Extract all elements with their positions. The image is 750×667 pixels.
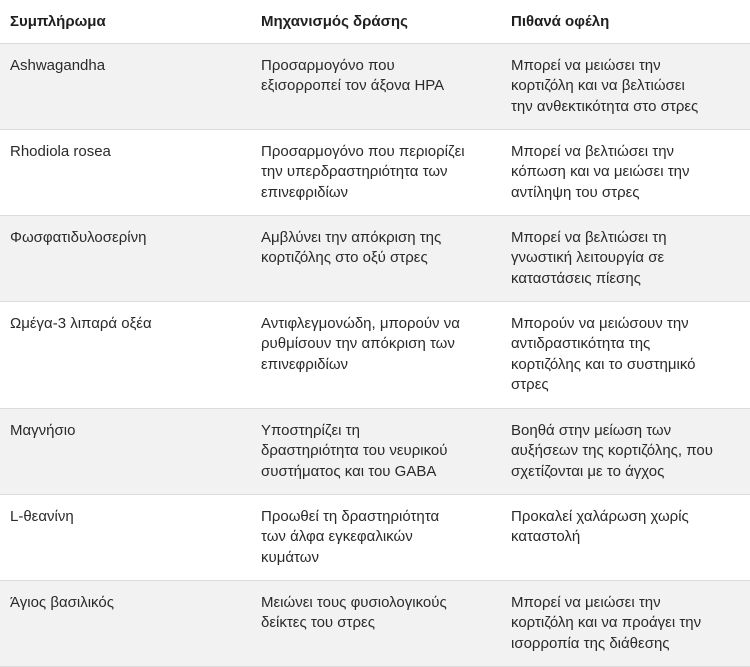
header-supplement: Συμπλήρωμα (0, 0, 251, 43)
cell-supplement: L-θεανίνη (10, 507, 74, 525)
cell-supplement: Rhodiola rosea (10, 142, 111, 160)
table-header (0, 0, 750, 43)
header-benefits: Πιθανά οφέλη (501, 0, 750, 43)
cell-mechanism: Προσαρμογόνο που εξισορροπεί τον άξονα HPA (261, 56, 445, 94)
cell-benefits: Μπορούν να μειώσουν την αντιδραστικότητα της κορτιζόλης και το συστημικό στρες (511, 314, 696, 393)
cell-benefits: Μπορεί να μειώσει την κορτιζόλη και να βελτιώσει την ανθεκτικότητα στο στρες (511, 56, 699, 115)
cell-mechanism: Αμβλύνει την απόκριση της κορτιζόλης στο οξύ στρες (261, 228, 442, 266)
table-row (0, 215, 750, 301)
cell-supplement: Ωμέγα-3 λιπαρά οξέα (10, 314, 152, 332)
cell-supplement: Φωσφατιδυλοσερίνη (10, 228, 147, 246)
table-body (0, 43, 750, 666)
header-row (0, 0, 750, 43)
table-row (0, 494, 750, 580)
table-row (0, 408, 750, 494)
cell-supplement: Ashwagandha (10, 56, 106, 74)
cell-mechanism: Μειώνει τους φυσιολογικούς δείκτες του στρες (261, 593, 447, 631)
cell-mechanism: Υποστηρίζει τη δραστηριότητα του νευρικού συστήματος και του GABA (261, 421, 448, 480)
table-row (0, 580, 750, 666)
cell-benefits: Βοηθά στην μείωση των αυξήσεων της κορτιζόλης, που σχετίζονται με το άγχος (511, 421, 713, 480)
cell-supplement: Μαγνήσιο (10, 421, 76, 439)
cell-benefits: Μπορεί να μειώσει την κορτιζόλη και να προάγει την ισορροπία της διάθεσης (511, 593, 702, 652)
header-mechanism: Μηχανισμός δράσης (251, 0, 501, 43)
table-row (0, 301, 750, 408)
cell-mechanism: Προσαρμογόνο που περιορίζει την υπερδραστηριότητα των επινεφριδίων (261, 142, 465, 201)
table-row (0, 129, 750, 215)
cell-benefits: Μπορεί να βελτιώσει τη γνωστική λειτουργία σε καταστάσεις πίεσης (511, 228, 667, 287)
cell-mechanism: Αντιφλεγμονώδη, μπορούν να ρυθμίσουν την απόκριση των επινεφριδίων (261, 314, 460, 373)
cell-mechanism: Προωθεί τη δραστηριότητα των άλφα εγκεφαλικών κυμάτων (261, 507, 440, 566)
table-row (0, 43, 750, 129)
cell-benefits: Προκαλεί χαλάρωση χωρίς καταστολή (511, 507, 689, 545)
cell-supplement: Άγιος βασιλικός (10, 593, 114, 611)
cell-benefits: Μπορεί να βελτιώσει την κόπωση και να μειώσει την αντίληψη του στρες (511, 142, 690, 201)
